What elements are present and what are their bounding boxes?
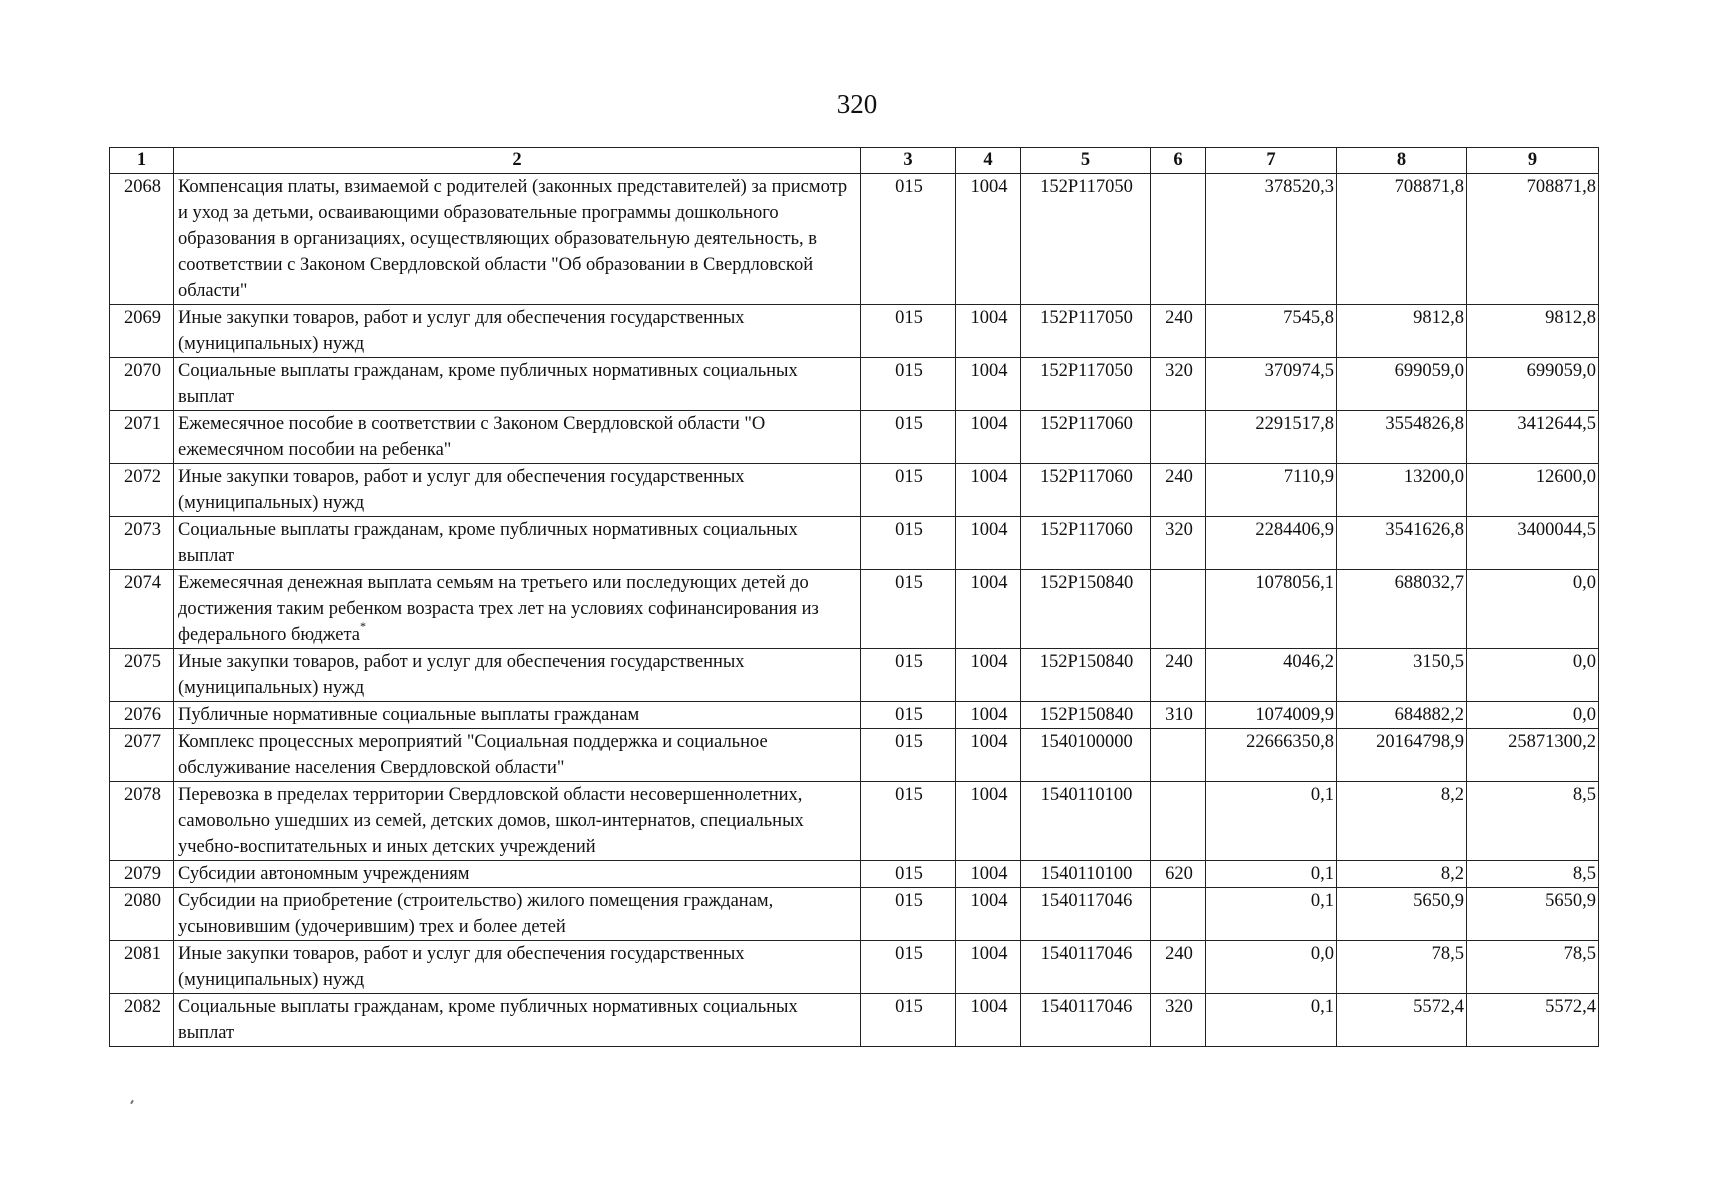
amount-col8-cell: 20164798,9 bbox=[1337, 729, 1467, 782]
target-article-cell: 152P117050 bbox=[1021, 174, 1151, 305]
ministry-code-cell: 015 bbox=[861, 411, 956, 464]
expense-type-cell: 320 bbox=[1151, 994, 1206, 1047]
amount-col9-cell: 8,5 bbox=[1467, 782, 1599, 861]
amount-col9-cell: 78,5 bbox=[1467, 941, 1599, 994]
amount-col7-cell: 22666350,8 bbox=[1206, 729, 1337, 782]
table-header-row bbox=[110, 148, 1599, 174]
row-name-cell: Субсидии автономным учреждениям bbox=[174, 861, 861, 888]
amount-col7-cell: 0,1 bbox=[1206, 861, 1337, 888]
amount-col7-cell: 0,0 bbox=[1206, 941, 1337, 994]
section-code-cell: 1004 bbox=[956, 888, 1021, 941]
table-body bbox=[110, 174, 1599, 1047]
table-row bbox=[110, 464, 1599, 517]
amount-col9-cell: 5572,4 bbox=[1467, 994, 1599, 1047]
row-number-cell: 2071 bbox=[110, 411, 174, 464]
section-code-cell: 1004 bbox=[956, 464, 1021, 517]
column-header-3: 3 bbox=[861, 148, 956, 174]
expense-type-cell: 320 bbox=[1151, 517, 1206, 570]
budget-table bbox=[109, 147, 1599, 1047]
table-row bbox=[110, 888, 1599, 941]
amount-col7-cell: 378520,3 bbox=[1206, 174, 1337, 305]
amount-col8-cell: 8,2 bbox=[1337, 782, 1467, 861]
page-number: 320 bbox=[836, 89, 878, 119]
ministry-code-cell: 015 bbox=[861, 517, 956, 570]
amount-col7-cell: 0,1 bbox=[1206, 994, 1337, 1047]
amount-col7-cell: 7545,8 bbox=[1206, 305, 1337, 358]
row-name-cell: Перевозка в пределах территории Свердловской области несовершеннолетних, самовольно ушедших из семей, детских домов, школ-интернатов, специальных учебно-воспитательных и иных детских учреждений bbox=[174, 782, 861, 861]
ministry-code-cell: 015 bbox=[861, 782, 956, 861]
section-code-cell: 1004 bbox=[956, 305, 1021, 358]
expense-type-cell: 320 bbox=[1151, 358, 1206, 411]
amount-col7-cell: 2284406,9 bbox=[1206, 517, 1337, 570]
amount-col8-cell: 9812,8 bbox=[1337, 305, 1467, 358]
amount-col7-cell: 370974,5 bbox=[1206, 358, 1337, 411]
section-code-cell: 1004 bbox=[956, 729, 1021, 782]
amount-col9-cell: 12600,0 bbox=[1467, 464, 1599, 517]
target-article-cell: 1540117046 bbox=[1021, 994, 1151, 1047]
expense-type-cell: 240 bbox=[1151, 941, 1206, 994]
column-header-6: 6 bbox=[1151, 148, 1206, 174]
section-code-cell: 1004 bbox=[956, 702, 1021, 729]
row-number-cell: 2073 bbox=[110, 517, 174, 570]
ministry-code-cell: 015 bbox=[861, 174, 956, 305]
ministry-code-cell: 015 bbox=[861, 729, 956, 782]
ministry-code-cell: 015 bbox=[861, 464, 956, 517]
amount-col9-cell: 0,0 bbox=[1467, 649, 1599, 702]
row-name-cell: Социальные выплаты гражданам, кроме публичных нормативных социальных выплат bbox=[174, 358, 861, 411]
amount-col8-cell: 78,5 bbox=[1337, 941, 1467, 994]
section-code-cell: 1004 bbox=[956, 941, 1021, 994]
row-number-cell: 2082 bbox=[110, 994, 174, 1047]
table-row bbox=[110, 358, 1599, 411]
amount-col7-cell: 2291517,8 bbox=[1206, 411, 1337, 464]
scan-speck bbox=[130, 1100, 134, 1104]
row-number-cell: 2069 bbox=[110, 305, 174, 358]
target-article-cell: 1540117046 bbox=[1021, 941, 1151, 994]
ministry-code-cell: 015 bbox=[861, 861, 956, 888]
row-name-cell: Компенсация платы, взимаемой с родителей (законных представителей) за присмотр и уход за детьми, осваивающими образовательные программы дошкольного образования в организациях, осуществляющих образовательную деятельность, в соответствии с Законом Свердловской области "Об образовании в Свердловской области" bbox=[174, 174, 861, 305]
amount-col8-cell: 708871,8 bbox=[1337, 174, 1467, 305]
target-article-cell: 152P150840 bbox=[1021, 649, 1151, 702]
section-code-cell: 1004 bbox=[956, 517, 1021, 570]
amount-col8-cell: 5650,9 bbox=[1337, 888, 1467, 941]
row-name-cell: Ежемесячное пособие в соответствии с Законом Свердловской области "О ежемесячном пособии на ребенка" bbox=[174, 411, 861, 464]
row-name-cell: Иные закупки товаров, работ и услуг для обеспечения государственных (муниципальных) нужд bbox=[174, 941, 861, 994]
amount-col8-cell: 3554826,8 bbox=[1337, 411, 1467, 464]
column-header-7: 7 bbox=[1206, 148, 1337, 174]
row-number-cell: 2070 bbox=[110, 358, 174, 411]
expense-type-cell bbox=[1151, 888, 1206, 941]
section-code-cell: 1004 bbox=[956, 861, 1021, 888]
row-name-cell: Социальные выплаты гражданам, кроме публичных нормативных социальных выплат bbox=[174, 994, 861, 1047]
ministry-code-cell: 015 bbox=[861, 994, 956, 1047]
column-header-1: 1 bbox=[110, 148, 174, 174]
target-article-cell: 152P117060 bbox=[1021, 464, 1151, 517]
expense-type-cell bbox=[1151, 729, 1206, 782]
amount-col7-cell: 4046,2 bbox=[1206, 649, 1337, 702]
row-number-cell: 2081 bbox=[110, 941, 174, 994]
row-number-cell: 2079 bbox=[110, 861, 174, 888]
amount-col9-cell: 3400044,5 bbox=[1467, 517, 1599, 570]
amount-col8-cell: 3150,5 bbox=[1337, 649, 1467, 702]
table-row bbox=[110, 941, 1599, 994]
expense-type-cell bbox=[1151, 411, 1206, 464]
section-code-cell: 1004 bbox=[956, 649, 1021, 702]
row-name-text: Ежемесячная денежная выплата семьям на третьего или последующих детей до достижения таким ребенком возраста трех лет на условиях софинансирования из федерального бюджета bbox=[178, 573, 819, 645]
target-article-cell: 1540117046 bbox=[1021, 888, 1151, 941]
target-article-cell: 152P117050 bbox=[1021, 305, 1151, 358]
table-row bbox=[110, 702, 1599, 729]
amount-col9-cell: 9812,8 bbox=[1467, 305, 1599, 358]
table-row bbox=[110, 570, 1599, 649]
row-name-cell: Иные закупки товаров, работ и услуг для обеспечения государственных (муниципальных) нужд bbox=[174, 305, 861, 358]
ministry-code-cell: 015 bbox=[861, 888, 956, 941]
section-code-cell: 1004 bbox=[956, 411, 1021, 464]
table-row bbox=[110, 994, 1599, 1047]
row-number-cell: 2076 bbox=[110, 702, 174, 729]
table-row bbox=[110, 729, 1599, 782]
amount-col9-cell: 708871,8 bbox=[1467, 174, 1599, 305]
amount-col8-cell: 688032,7 bbox=[1337, 570, 1467, 649]
amount-col7-cell: 7110,9 bbox=[1206, 464, 1337, 517]
column-header-9: 9 bbox=[1467, 148, 1599, 174]
row-number-cell: 2075 bbox=[110, 649, 174, 702]
amount-col8-cell: 684882,2 bbox=[1337, 702, 1467, 729]
amount-col7-cell: 1074009,9 bbox=[1206, 702, 1337, 729]
table-row bbox=[110, 649, 1599, 702]
table-row bbox=[110, 305, 1599, 358]
target-article-cell: 152P117060 bbox=[1021, 517, 1151, 570]
target-article-cell: 1540100000 bbox=[1021, 729, 1151, 782]
expense-type-cell bbox=[1151, 570, 1206, 649]
expense-type-cell bbox=[1151, 782, 1206, 861]
table-row bbox=[110, 174, 1599, 305]
expense-type-cell: 240 bbox=[1151, 649, 1206, 702]
table-row bbox=[110, 782, 1599, 861]
amount-col7-cell: 0,1 bbox=[1206, 888, 1337, 941]
amount-col9-cell: 0,0 bbox=[1467, 570, 1599, 649]
amount-col9-cell: 699059,0 bbox=[1467, 358, 1599, 411]
table-row bbox=[110, 861, 1599, 888]
expense-type-cell bbox=[1151, 174, 1206, 305]
row-number-cell: 2080 bbox=[110, 888, 174, 941]
row-number-cell: 2072 bbox=[110, 464, 174, 517]
column-header-8: 8 bbox=[1337, 148, 1467, 174]
row-name-cell: Иные закупки товаров, работ и услуг для обеспечения государственных (муниципальных) нужд bbox=[174, 464, 861, 517]
amount-col9-cell: 5650,9 bbox=[1467, 888, 1599, 941]
row-number-cell: 2068 bbox=[110, 174, 174, 305]
row-name-cell bbox=[174, 570, 861, 649]
expense-type-cell: 240 bbox=[1151, 464, 1206, 517]
table-row bbox=[110, 517, 1599, 570]
ministry-code-cell: 015 bbox=[861, 702, 956, 729]
amount-col8-cell: 699059,0 bbox=[1337, 358, 1467, 411]
amount-col8-cell: 8,2 bbox=[1337, 861, 1467, 888]
amount-col9-cell: 3412644,5 bbox=[1467, 411, 1599, 464]
target-article-cell: 152P150840 bbox=[1021, 702, 1151, 729]
amount-col9-cell: 0,0 bbox=[1467, 702, 1599, 729]
target-article-cell: 152P117060 bbox=[1021, 411, 1151, 464]
row-name-cell: Субсидии на приобретение (строительство) жилого помещения гражданам, усыновившим (удочерившим) трех и более детей bbox=[174, 888, 861, 941]
row-name-cell: Иные закупки товаров, работ и услуг для обеспечения государственных (муниципальных) нужд bbox=[174, 649, 861, 702]
ministry-code-cell: 015 bbox=[861, 358, 956, 411]
amount-col9-cell: 25871300,2 bbox=[1467, 729, 1599, 782]
ministry-code-cell: 015 bbox=[861, 305, 956, 358]
row-number-cell: 2074 bbox=[110, 570, 174, 649]
row-name-cell: Публичные нормативные социальные выплаты гражданам bbox=[174, 702, 861, 729]
row-number-cell: 2077 bbox=[110, 729, 174, 782]
amount-col8-cell: 3541626,8 bbox=[1337, 517, 1467, 570]
section-code-cell: 1004 bbox=[956, 782, 1021, 861]
expense-type-cell: 310 bbox=[1151, 702, 1206, 729]
amount-col8-cell: 13200,0 bbox=[1337, 464, 1467, 517]
target-article-cell: 1540110100 bbox=[1021, 782, 1151, 861]
expense-type-cell: 620 bbox=[1151, 861, 1206, 888]
section-code-cell: 1004 bbox=[956, 994, 1021, 1047]
ministry-code-cell: 015 bbox=[861, 570, 956, 649]
ministry-code-cell: 015 bbox=[861, 649, 956, 702]
amount-col7-cell: 0,1 bbox=[1206, 782, 1337, 861]
row-name-cell: Комплекс процессных мероприятий "Социальная поддержка и социальное обслуживание населения Свердловской области" bbox=[174, 729, 861, 782]
target-article-cell: 152P150840 bbox=[1021, 570, 1151, 649]
column-header-2: 2 bbox=[174, 148, 861, 174]
row-number-cell: 2078 bbox=[110, 782, 174, 861]
row-name-cell: Социальные выплаты гражданам, кроме публичных нормативных социальных выплат bbox=[174, 517, 861, 570]
target-article-cell: 1540110100 bbox=[1021, 861, 1151, 888]
section-code-cell: 1004 bbox=[956, 174, 1021, 305]
expense-type-cell: 240 bbox=[1151, 305, 1206, 358]
amount-col8-cell: 5572,4 bbox=[1337, 994, 1467, 1047]
column-header-5: 5 bbox=[1021, 148, 1151, 174]
amount-col7-cell: 1078056,1 bbox=[1206, 570, 1337, 649]
column-header-4: 4 bbox=[956, 148, 1021, 174]
table-row bbox=[110, 411, 1599, 464]
target-article-cell: 152P117050 bbox=[1021, 358, 1151, 411]
section-code-cell: 1004 bbox=[956, 570, 1021, 649]
amount-col9-cell: 8,5 bbox=[1467, 861, 1599, 888]
section-code-cell: 1004 bbox=[956, 358, 1021, 411]
footnote-mark: * bbox=[360, 619, 367, 633]
ministry-code-cell: 015 bbox=[861, 941, 956, 994]
